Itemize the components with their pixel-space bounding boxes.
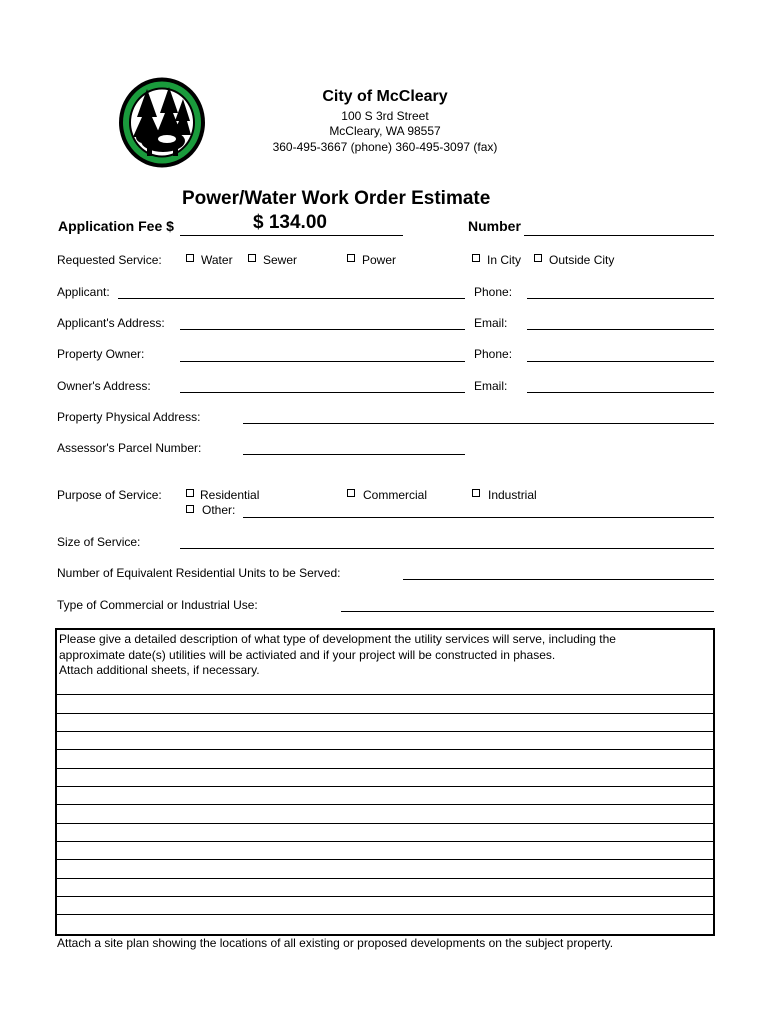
ruled-line (57, 859, 713, 860)
description-instructions (59, 632, 616, 679)
physical-address-label: Property Physical Address: (57, 410, 201, 424)
sewer-checkbox[interactable] (248, 254, 256, 262)
owners-address-label: Owner's Address: (57, 379, 151, 393)
phone1-label: Phone: (474, 285, 513, 299)
phone1-field[interactable] (527, 298, 714, 299)
sewer-label: Sewer (263, 253, 298, 267)
email1-field[interactable] (527, 329, 714, 330)
water-checkbox[interactable] (186, 254, 194, 262)
fee-label: Application Fee $ (58, 218, 174, 234)
site-plan-note: Attach a site plan showing the locations of all existing or proposed developments on the subject property. (57, 936, 614, 950)
size-of-service-field[interactable] (180, 548, 714, 549)
other-checkbox[interactable] (186, 505, 194, 513)
ruled-line (57, 768, 713, 769)
applicant-address-field[interactable] (180, 329, 465, 330)
physical-address-field[interactable] (243, 423, 714, 424)
ruled-line (57, 841, 713, 842)
ruled-line (57, 914, 713, 915)
city-phones: 360-495-3667 (phone) 360-495-3097 (fax) (272, 140, 498, 154)
type-of-use-field[interactable] (341, 611, 714, 612)
residential-checkbox[interactable] (186, 489, 194, 497)
property-owner-label: Property Owner: (57, 347, 145, 361)
industrial-checkbox[interactable] (472, 489, 480, 497)
other-label: Other: (202, 503, 236, 517)
applicant-address-label: Applicant's Address: (57, 316, 165, 330)
purpose-label: Purpose of Service: (57, 488, 162, 502)
owners-address-field[interactable] (180, 392, 465, 393)
city-name: City of McCleary (322, 88, 448, 105)
fee-field-line (180, 235, 403, 236)
email2-label: Email: (474, 379, 508, 393)
phone2-field[interactable] (527, 361, 714, 362)
description-box[interactable] (55, 628, 715, 936)
size-of-service-label: Size of Service: (57, 535, 141, 549)
equivalent-units-label: Number of Equivalent Residential Units to be Served: (57, 566, 341, 580)
phone2-label: Phone: (474, 347, 513, 361)
applicant-field[interactable] (118, 298, 465, 299)
outside-city-label: Outside City (549, 253, 615, 267)
in-city-checkbox[interactable] (472, 254, 480, 262)
ruled-line (57, 749, 713, 750)
commercial-checkbox[interactable] (347, 489, 355, 497)
residential-label: Residential (200, 488, 260, 502)
email2-field[interactable] (527, 392, 714, 393)
description-line-2: approximate date(s) utilities will be activiated and if your project will be constructed in phases. (59, 647, 556, 662)
description-line-3: Attach additional sheets, if necessary. (59, 663, 260, 677)
ruled-line (57, 804, 713, 805)
power-label: Power (362, 253, 397, 267)
city-street: 100 S 3rd Street (341, 109, 429, 123)
ruled-line (57, 823, 713, 824)
power-checkbox[interactable] (347, 254, 355, 262)
ruled-line (57, 731, 713, 732)
parcel-number-label: Assessor's Parcel Number: (57, 441, 202, 455)
number-label: Number (468, 218, 521, 234)
number-field[interactable] (524, 235, 714, 236)
parcel-number-field[interactable] (243, 454, 465, 455)
water-label: Water (201, 253, 233, 267)
property-owner-field[interactable] (180, 361, 465, 362)
city-seal-logo (117, 75, 207, 170)
email1-label: Email: (474, 316, 508, 330)
outside-city-checkbox[interactable] (534, 254, 542, 262)
ruled-line (57, 694, 713, 695)
ruled-line (57, 713, 713, 714)
other-field[interactable] (243, 517, 714, 518)
description-line-1: Please give a detailed description of what type of development the utility services will serve, including the (59, 632, 616, 646)
equivalent-units-field[interactable] (403, 579, 714, 580)
ruled-line (57, 878, 713, 879)
requested-service-label: Requested Service: (57, 253, 162, 267)
in-city-label: In City (487, 253, 522, 267)
industrial-label: Industrial (488, 488, 537, 502)
ruled-line (57, 896, 713, 897)
city-citystate: McCleary, WA 98557 (329, 124, 441, 138)
applicant-label: Applicant: (57, 285, 110, 299)
commercial-label: Commercial (363, 488, 428, 502)
ruled-line (57, 786, 713, 787)
fee-value[interactable]: $ 134.00 (253, 212, 327, 233)
page-title: Power/Water Work Order Estimate (182, 188, 491, 209)
type-of-use-label: Type of Commercial or Industrial Use: (57, 598, 258, 612)
